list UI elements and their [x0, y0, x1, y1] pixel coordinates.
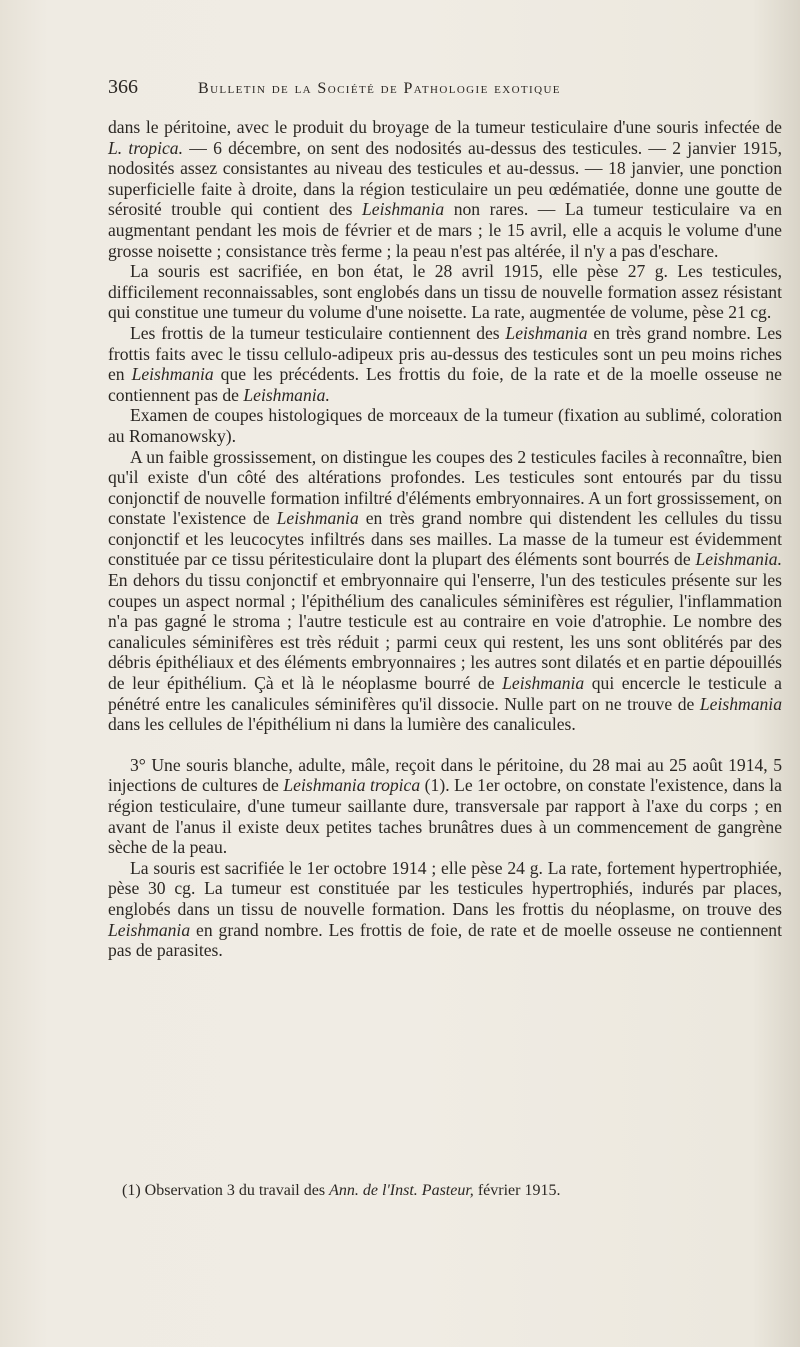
italic-term: Leishmania	[699, 693, 782, 714]
paragraph: La souris est sacrifiée, en bon état, le 28 avril 1915, elle pèse 27 g. Les testicules, difficilement reconnaissables, sont englobés dans un tissu de nouvelle formation assez résistant qui constitue une tumeur du volume d'une noisette. La rate, augmentée de volume, pèse 21 cg.	[108, 261, 782, 323]
italic-term: Leishmania.	[695, 549, 782, 570]
paragraph: 3° Une souris blanche, adulte, mâle, reçoit dans le péritoine, du 28 mai au 25 août 1914, 5 injections de cultures de Leishmania tropica (1). Le 1er octobre, on constate l'existence, dans la région testiculaire, d'une tumeur saillante dure, transversale par rapport à l'axe du corps ; en avant de l'anus il existe deux petites taches brunâtres dues à un commencement de gangrène sèche de la peau.	[108, 754, 782, 858]
paragraph: dans le péritoine, avec le produit du broyage de la tumeur testiculaire d'une souris infectée de L. tropica. — 6 décembre, on sent des nodosités au-dessus des testicules. — 2 janvier 1915, nodosités assez consistantes au niveau des testicules et au-dessus. — 18 janvier, une ponction superficielle faite à droite, dans la région testiculaire un peu œdématiée, donne une goutte de sérosité trouble qui contient des Leishmania non rares. — La tumeur testiculaire va en augmentant pendant les mois de février et de mars ; le 15 avril, elle a acquis le volume d'une grosse noisette ; consistance très ferme ; la peau n'est pas altérée, il n'y a pas d'eschare.	[108, 117, 782, 261]
italic-term: L. tropica.	[108, 137, 183, 158]
article-body	[108, 117, 782, 961]
running-title: Bulletin de la Société de Pathologie exotique	[198, 80, 561, 97]
italic-term: Leishmania	[276, 508, 359, 529]
footnote: (1) Observation 3 du travail des Ann. de l'Inst. Pasteur, février 1915.	[122, 1182, 561, 1199]
italic-term: Leishmania.	[243, 384, 330, 405]
italic-term: Leishmania	[362, 199, 445, 220]
page-number: 366	[108, 76, 138, 98]
page-header	[108, 76, 783, 99]
paragraph: Les frottis de la tumeur testiculaire contiennent des Leishmania en très grand nombre. Les frottis faits avec le tissu cellulo-adipeux pris au-dessus des testicules sont un peu moins riches en Leishmania que les précédents. Les frottis du foie, de la rate et de la moelle osseuse ne contiennent pas de Leishmania.	[108, 322, 782, 405]
paragraph: La souris est sacrifiée le 1er octobre 1914 ; elle pèse 24 g. La rate, fortement hypertrophiée, pèse 30 cg. La tumeur est constituée par les testicules hypertrophiés, indurés par places, englobés dans un tissu de nouvelle formation. Dans les frottis du néoplasme, on trouve des Leishmania en grand nombre. Les frottis de foie, de rate et de moelle osseuse ne contiennent pas de parasites.	[108, 857, 782, 961]
italic-term: Leishmania	[505, 322, 588, 343]
italic-term: Leishmania	[502, 673, 585, 694]
italic-term: Leishmania tropica	[283, 775, 421, 796]
italic-term: Leishmania	[131, 364, 214, 385]
italic-citation: Ann. de l'Inst. Pasteur,	[329, 1182, 474, 1199]
italic-term: Leishmania	[108, 919, 191, 940]
paragraph: A un faible grossissement, on distingue les coupes des 2 testicules faciles à reconnaître, bien qu'il existe d'un côté des altérations profondes. Les testicules sont entourés par du tissu conjonctif de nouvelle formation infiltré d'éléments embryonnaires. A un fort grossissement, on constate l'existence de Leishmania en très grand nombre qui distendent les cellules du tissu conjonctif et les leucocytes infiltrés dans ses mailles. La masse de la tumeur est évidemment constituée par ce tissu péritesticulaire dont la plupart des éléments sont bourrés de Leishmania. En dehors du tissu conjonctif et embryonnaire qui l'enserre, l'un des testicules présente sur les coupes un aspect normal ; l'épithélium des canalicules séminifères est régulier, l'inflammation n'a pas gagné le stroma ; l'autre testicule est au contraire en voie d'atrophie. Le nombre des canalicules séminifères est très réduit ; parmi ceux qui restent, les uns sont oblitérés par des débris épithéliaux et des éléments embryonnaires ; les autres sont dilatés et en partie dépouillés de leur épithélium. Çà et là le néoplasme bourré de Leishmania qui encercle le testicule a pénétré entre les canalicules séminifères qu'il dissocie. Nulle part on ne trouve de Leishmania dans les cellules de l'épithélium ni dans la lumière des canalicules.	[108, 446, 782, 735]
paragraph: Examen de coupes histologiques de morceaux de la tumeur (fixation au sublimé, coloration au Romanowsky).	[108, 405, 782, 446]
